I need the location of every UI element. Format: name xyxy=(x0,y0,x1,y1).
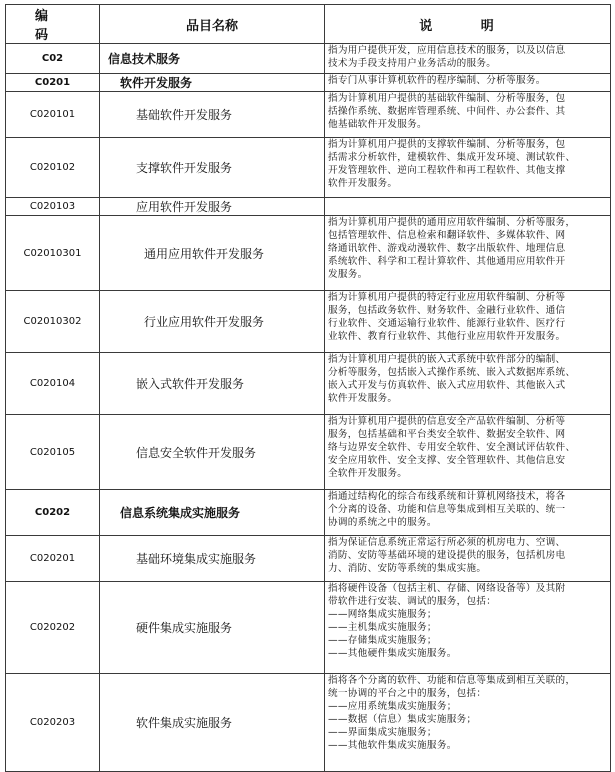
description-line: 发服务。 xyxy=(328,269,368,280)
item-code: C02010301 xyxy=(6,216,100,291)
description-line: 括需求分析软件，建模软件、集成开发环境、测试软件、 xyxy=(328,152,576,163)
description-line: 指为计算机用户提供的支撑软件编制、分析等服务，包 xyxy=(328,139,566,150)
item-description xyxy=(325,490,611,536)
description-line: 括操作系统、数据库管理系统、中间件、办公套件、其 xyxy=(328,106,566,117)
item-code: C020102 xyxy=(6,138,100,198)
description-line: ——网络集成实施服务； xyxy=(328,609,437,620)
item-name: 通用应用软件开发服务 xyxy=(100,216,325,291)
description-line: 个分离的设备、功能和信息等集成到相互关联的、统一 xyxy=(328,504,566,515)
description-line: 系统软件、科学和工程计算软件、其他通用应用软件开 xyxy=(328,256,566,267)
item-name: 软件开发服务 xyxy=(100,74,325,92)
item-description xyxy=(325,353,611,415)
item-description xyxy=(325,536,611,582)
description-line: 指为计算机用户提供的通用应用软件编制、分析等服务， xyxy=(328,217,576,228)
item-description xyxy=(325,92,611,138)
description-line: 指将硬件设备（包括主机、存储、网络设备等）及其附 xyxy=(328,583,566,594)
table-row xyxy=(6,674,611,772)
table-row xyxy=(6,353,611,415)
description-line: 开发管理软件、逆向工程软件和再工程软件、其他支撑 xyxy=(328,165,566,176)
description-line: ——其他软件集成实施服务。 xyxy=(328,740,457,751)
item-code: C02010302 xyxy=(6,291,100,353)
item-name: 基础环境集成实施服务 xyxy=(100,536,325,582)
description-line: 指通过结构化的综合布线系统和计算机网络技术，将各 xyxy=(328,491,566,502)
item-code: C0201 xyxy=(6,74,100,92)
description-line: 带软件进行安装、调试的服务，包括： xyxy=(328,596,497,607)
table-row xyxy=(6,74,611,92)
table-row xyxy=(6,216,611,291)
header-name: 品目名称 xyxy=(100,5,325,44)
item-code: C02 xyxy=(6,44,100,74)
table-header-row xyxy=(6,5,611,44)
item-code: C020201 xyxy=(6,536,100,582)
description-line: 他基础软件开发服务。 xyxy=(328,119,427,130)
description-line: 指为计算机用户提供的信息安全产品软件编制、分析等 xyxy=(328,416,566,427)
item-code: C020202 xyxy=(6,582,100,674)
item-description xyxy=(325,415,611,490)
description-line: 安全应用软件、安全支撑、安全管理软件、其他信息安 xyxy=(328,455,566,466)
table-row xyxy=(6,582,611,674)
description-line: 服务，包括基础和平台类安全软件、数据安全软件、网 xyxy=(328,429,566,440)
description-line: ——界面集成实施服务； xyxy=(328,727,437,738)
description-line: 指将各个分离的软件、功能和信息等集成到相互关联的， xyxy=(328,675,576,686)
item-name: 信息系统集成实施服务 xyxy=(100,490,325,536)
item-description xyxy=(325,198,611,216)
item-code: C020103 xyxy=(6,198,100,216)
description-line: ——应用系统集成实施服务； xyxy=(328,701,457,712)
table-row xyxy=(6,198,611,216)
description-line: 指专门从事计算机软件的程序编制、分析等服务。 xyxy=(328,75,546,86)
item-description xyxy=(325,44,611,74)
description-line: 指为用户提供开发，应用信息技术的服务，以及以信息 xyxy=(328,45,566,56)
service-catalog-table xyxy=(5,4,611,772)
description-line: 软件开发服务。 xyxy=(328,178,398,189)
description-line: 指为计算机用户提供的基础软件编制、分析等服务，包 xyxy=(328,93,566,104)
description-line: 服务，包括政务软件、财务软件、金融行业软件、通信 xyxy=(328,305,566,316)
description-line: 统一协调的平台之中的服务，包括： xyxy=(328,688,487,699)
item-name: 应用软件开发服务 xyxy=(100,198,325,216)
item-code: C020105 xyxy=(6,415,100,490)
description-line: 软件开发服务。 xyxy=(328,393,398,404)
table-row xyxy=(6,138,611,198)
table-row xyxy=(6,44,611,74)
header-code: 编 码 xyxy=(6,5,100,44)
item-name: 软件集成实施服务 xyxy=(100,674,325,772)
table-row xyxy=(6,291,611,353)
description-line: 全软件开发服务。 xyxy=(328,468,408,479)
description-line: 技术为手段支持用户业务活动的服务。 xyxy=(328,58,497,69)
description-line: 业软件、教育行业软件、其他行业应用软件开发服务。 xyxy=(328,331,566,342)
item-description xyxy=(325,216,611,291)
description-line: 消防、安防等基础环境的建设提供的服务，包括机房电 xyxy=(328,550,566,561)
item-description xyxy=(325,74,611,92)
description-line: 协调的系统之中的服务。 xyxy=(328,517,437,528)
item-code: C020203 xyxy=(6,674,100,772)
header-desc: 说 明 xyxy=(325,5,611,44)
item-code: C0202 xyxy=(6,490,100,536)
table-row xyxy=(6,415,611,490)
item-name: 嵌入式软件开发服务 xyxy=(100,353,325,415)
item-name: 信息安全软件开发服务 xyxy=(100,415,325,490)
description-line: 络与边界安全软件、专用安全软件、安全测试评估软件、 xyxy=(328,442,576,453)
description-line: 络通讯软件、游戏动漫软件、数字出版软件、地理信息 xyxy=(328,243,566,254)
item-code: C020101 xyxy=(6,92,100,138)
description-line: ——数据（信息）集成实施服务； xyxy=(328,714,477,725)
item-description xyxy=(325,138,611,198)
description-line: 分析等服务，包括嵌入式操作系统、嵌入式数据库系统、 xyxy=(328,367,576,378)
description-line: 嵌入式开发与仿真软件、嵌入式应用软件、其他嵌入式 xyxy=(328,380,566,391)
description-line: 力、消防、安防等系统的集成实施。 xyxy=(328,563,487,574)
description-line: 行业软件、交通运输行业软件、能源行业软件、医疗行 xyxy=(328,318,566,329)
table-row xyxy=(6,92,611,138)
item-code: C020104 xyxy=(6,353,100,415)
item-description xyxy=(325,674,611,772)
description-line: 包括管理软件、信息检索和翻译软件、多媒体软件、网 xyxy=(328,230,566,241)
description-line: 指为计算机用户提供的嵌入式系统中软件部分的编制、 xyxy=(328,354,566,365)
item-description xyxy=(325,291,611,353)
table-row xyxy=(6,536,611,582)
item-name: 基础软件开发服务 xyxy=(100,92,325,138)
description-line: 指为保证信息系统正常运行所必须的机房电力、空调、 xyxy=(328,537,566,548)
description-line: ——存储集成实施服务； xyxy=(328,635,437,646)
description-line: 指为计算机用户提供的特定行业应用软件编制、分析等 xyxy=(328,292,566,303)
description-line: ——其他硬件集成实施服务。 xyxy=(328,648,457,659)
table-row xyxy=(6,490,611,536)
item-description xyxy=(325,582,611,674)
item-name: 硬件集成实施服务 xyxy=(100,582,325,674)
item-name: 行业应用软件开发服务 xyxy=(100,291,325,353)
item-name: 支撑软件开发服务 xyxy=(100,138,325,198)
item-name: 信息技术服务 xyxy=(100,44,325,74)
description-line: ——主机集成实施服务； xyxy=(328,622,437,633)
